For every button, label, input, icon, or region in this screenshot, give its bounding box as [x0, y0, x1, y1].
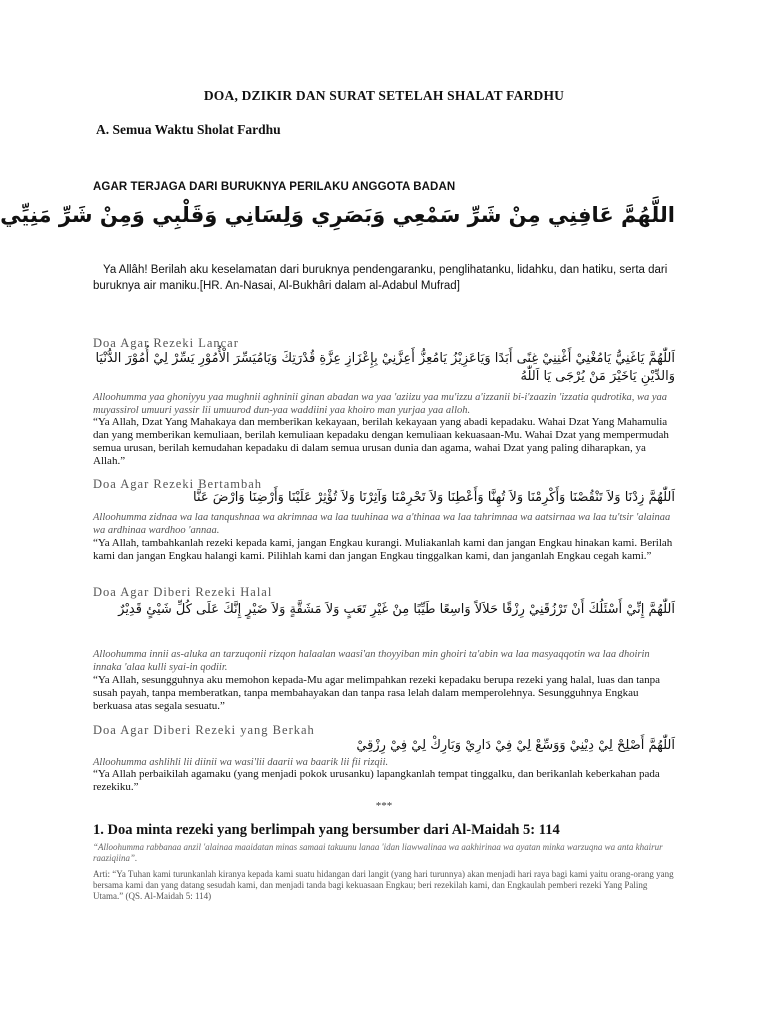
page-title: DOA, DZIKIR DAN SURAT SETELAH SHALAT FARDHU — [203, 88, 565, 103]
meaning-rezeki-lancar: “Ya Allah, Dzat Yang Mahakaya dan memberikan kekayaan, berilah kekayaan yang abadi kepadaku. Wahai Dzat Yang Mahamulia dan yang memberikan kemuliaan, berilah kemuliaan kepadaku dengan kemuliaan kekuasaan-Mu. Wahai Dzat yang mempermudah semua urusan, berilah kemudahan kepadaku di dalam semua urusan dunia dan agama, wahai Dzat yang paling diharapkan, ya Allah.” — [93, 416, 669, 467]
main-translation: Ya Allâh! Berilah aku keselamatan dari buruknya pendengaranku, penglihatanku, lidahku, dan hatiku, serta dari buruknya air maniku.[HR. An-Nasai, Al-Bukhâri dalam al-Adabul Mufrad] — [93, 264, 668, 292]
latin-rezeki-bertambah: Alloohumma zidnaa wa laa tanqushnaa wa akrimnaa wa laa tuuhinaa wa a'thinaa wa laa tahrimnaa wa aatsirnaa wa laa tu'tsir 'alainaa wa ardhinaa wardhoo 'annaa. — [93, 512, 671, 536]
section-heading: AGAR TERJAGA DARI BURUKNYA PERILAKU ANGGOTA BADAN — [93, 181, 456, 193]
latin-rezeki-halal: Alloohumma innii as-aluka an tarzuqonii rizqon halaalan waasi'an thoyyiban min ghoiri ta'abin wa laa masyaqqotin wa laa dhoirin innaka 'alaa kulli syai-in qodiir. — [93, 649, 650, 673]
arabic-rezeki-berkah: اَللّٰهُمَّ أَصْلِحْ لِيْ دِيْنِيْ وَوَسِّعْ لِيْ فِيْ دَارِيْ وَبَارِكْ لِيْ فِيْ رِزْقِيْ — [356, 738, 675, 753]
section-heading-rezeki-bertambah: Doa Agar Rezeki Bertambah — [93, 477, 263, 491]
section-heading-rezeki-lancar: Doa Agar Rezeki Lancar — [93, 336, 239, 350]
latin-rezeki-lancar: Alloohumma yaa ghoniyyu yaa mughnii aghninii ginan abadan wa yaa 'aziizu yaa mu'izzu a'izzanii bi-i'zaazin 'izzatia qudrotika, wa yaa muyassirol umuuri yassir lii umuurod dun-yaa waddiini yaa khoiro man yurjaa yaa alloh. — [93, 392, 668, 416]
arabic-main-prayer: اللَّهُمَّ عَافِنِي مِنْ شَرِّ سَمْعِي وَبَصَرِي وَلِسَانِي وَقَلْبِي وَمِنْ شَرِّ مَنِيِّي — [0, 203, 675, 227]
section-heading-rezeki-halal: Doa Agar Diberi Rezeki Halal — [93, 585, 273, 599]
footer-arti: Arti: “Ya Tuhan kami turunkanlah kiranya kepada kami suatu hidangan dari langit (yang hari turunnya) akan menjadi hari raya bagi kami yaitu orang-orang yang bersama kami dan yang datang sesudah kami, dan menjadi tanda bagi kekuasaan Engkau; beri rezekilah kami, dan Engkaulah pemberi rezeki Yang Paling Utama.” (QS. Al-Maidah 5: 114) — [93, 869, 674, 901]
footer-latin: “Alloohumma rabbanaa anzil 'alainaa maaidatan minas samaai takuunu lanaa 'idan liawwalinaa wa aakhirinaa wa ayatan minka warzuqna wa anta khairur raaziqiina”. — [93, 842, 663, 863]
latin-rezeki-berkah: Alloohumma ashlihli lii diinii wa wasi'lii daarii wa baarik lii fii rizqii. — [93, 757, 389, 768]
section-heading-rezeki-berkah: Doa Agar Diberi Rezeki yang Berkah — [93, 723, 315, 737]
meaning-rezeki-berkah: “Ya Allah perbaikilah agamaku (yang menjadi pokok urusanku) lapangkanlah tempat tinggalku, dan berikanlah keberkahan pada rezekiku.” — [93, 768, 660, 793]
section-divider: *** — [375, 800, 393, 812]
arabic-rezeki-lancar: اَللّٰهُمَّ يَاغَنِيُّ يَامُغْنِيْ أَغْنِنِيْ غِنًى أَبَدًا وَيَاعَزِيْزُ يَامُعِزُّ أَعِزَّنِيْ بِإِعْزَازِ عِزَّةِ قُدْرَتِكَ وَيَامُيَسِّرَ الْأُمُوْرِ يَسِّرْ لِيْ أُمُوْرَ الدُّنْيَا وَالدِّيْنِ يَاخَيْرَ مَنْ يُرْجَى يَا اَللّٰهُ — [95, 351, 675, 384]
arabic-rezeki-bertambah: اَللّٰهُمَّ زِدْنَا وَلاَ تَنْقُصْنَا وَأَكْرِمْنَا وَلاَ تُهِنَّا وَأَعْطِنَا وَلاَ تَحْرِمْنَا وَآثِرْنَا وَلاَ تُؤْثِرْ عَلَيْنَا وَأَرْضِنَا وَارْضَ عَنَّا — [192, 490, 675, 505]
meaning-rezeki-bertambah: “Ya Allah, tambahkanlah rezeki kepada kami, jangan Engkau kurangi. Muliakanlah kami dan jangan Engkau hinakan kami. Berilah kami dan jangan Engkau halangi kami. Pilihlah kami dan jangan Engkau tinggalkan kami, dan janganlah Engkau cegah kami.” — [93, 537, 673, 562]
footer-heading: 1. Doa minta rezeki yang berlimpah yang bersumber dari Al-Maidah 5: 114 — [93, 822, 560, 838]
meaning-rezeki-halal: “Ya Allah, sesungguhnya aku memohon kepada-Mu agar melimpahkan rezeki kepadaku berupa rezeki yang halal, luas dan tanpa susah payah, tanpa memberatkan, tanpa membahayakan dan tanpa rasa lelah dalam memperolehnya. Sesungguhnya Engkau berkuasa atas segala sesuatu.” — [93, 674, 661, 712]
section-subtitle: A. Semua Waktu Sholat Fardhu — [96, 122, 281, 137]
arabic-rezeki-halal: اَللّٰهُمَّ إِنِّيْ أَسْئَلُكَ أَنْ تَرْزُقَنِيْ رِزْقًا حَلاَلاً وَاسِعًا طَيِّبًا مِنْ غَيْرِ تَعَبٍ وَلاَ مَشَقَّةٍ وَلاَ ضَيْرٍ إِنَّكَ عَلَى كُلِّ شَيْئٍ قَدِيْرٌ — [118, 602, 675, 617]
